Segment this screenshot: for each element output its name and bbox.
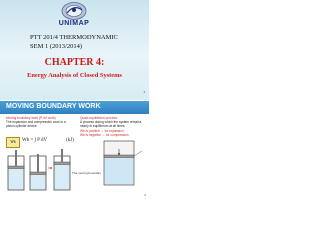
sign-negative: Wb is negative → for compression bbox=[80, 132, 129, 137]
course-code: PTT 201/4 THERMODYNAMIC bbox=[30, 34, 118, 41]
diagram-label: The moving boundary bbox=[72, 171, 102, 175]
boundary-work-equation: Wb = ∫ P dV bbox=[22, 138, 48, 143]
definition-right-body: A process during which the system remains nearly in equilibrium at all times. bbox=[80, 120, 142, 129]
definition-left-body: The expansion and compression work in a piston-cylinder device. bbox=[6, 120, 66, 129]
title-slide bbox=[0, 0, 149, 100]
course-heading bbox=[30, 33, 140, 51]
slide-number: 1 bbox=[143, 90, 145, 94]
unimap-logo-icon bbox=[55, 1, 93, 21]
slide-header-bar bbox=[0, 101, 149, 114]
piston-cylinder-diagram bbox=[4, 148, 102, 195]
page bbox=[0, 0, 149, 198]
definition-left-lead: Moving boundary work (P dV work): bbox=[6, 116, 57, 120]
slide-number: 2 bbox=[144, 193, 146, 197]
definition-left bbox=[6, 116, 74, 129]
pv-diagram bbox=[94, 139, 146, 195]
chapter-title: CHAPTER 4: bbox=[44, 57, 105, 68]
sign-positive: Wb is positive → for expansion bbox=[80, 128, 124, 133]
semester: SEM 1 (2013/2014) bbox=[30, 43, 82, 50]
content-slide bbox=[0, 101, 149, 198]
definition-right-lead: Quasi-equilibrium process: bbox=[80, 116, 118, 120]
equation-box: Wb bbox=[6, 137, 20, 148]
logo-wordmark: UNIMAP bbox=[58, 20, 90, 27]
equation-unit: (kJ) bbox=[66, 138, 74, 143]
definition-right bbox=[80, 116, 146, 137]
chapter-subtitle: Energy Analysis of Closed Systems bbox=[27, 72, 122, 79]
slide-header-title: MOVING BOUNDARY WORK bbox=[6, 103, 101, 110]
